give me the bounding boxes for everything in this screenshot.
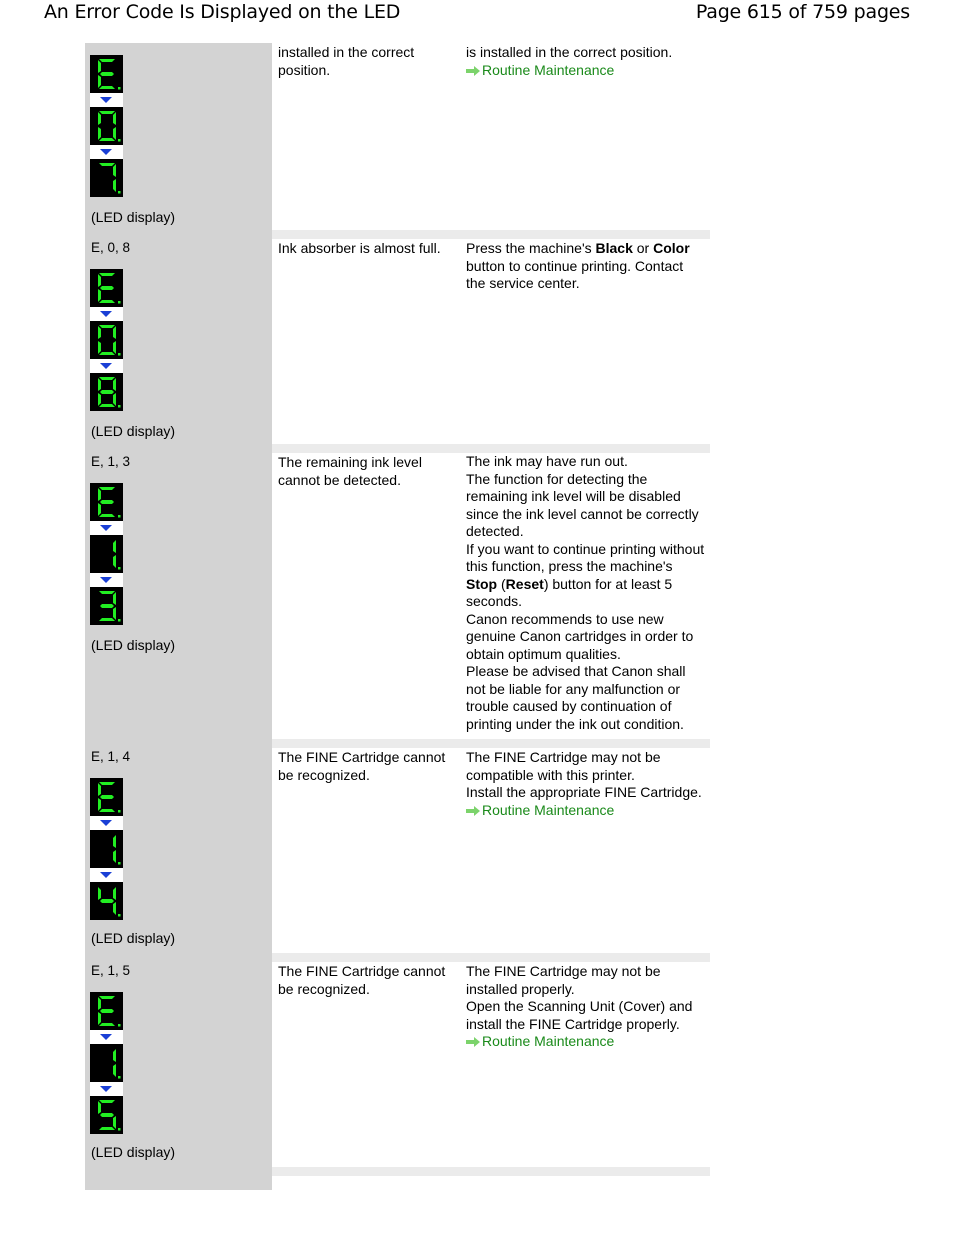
led-digit-3: [90, 587, 123, 625]
row-separator: [85, 953, 710, 962]
error-code: E, 1, 3: [91, 454, 131, 469]
error-code: E, 1, 5: [91, 963, 131, 978]
cause-cell: The FINE Cartridge cannot be recognized.: [278, 963, 446, 997]
error-code: E, 0, 8: [91, 240, 131, 255]
cause-cell: The remaining ink level cannot be detected.: [278, 454, 422, 488]
table-row: [85, 748, 710, 953]
led-display: [90, 269, 123, 411]
code-cell: [85, 239, 272, 444]
cause-cell: The FINE Cartridge cannot be recognized.: [278, 749, 446, 783]
row-separator: [85, 444, 710, 453]
arrow-down-icon: [90, 573, 123, 587]
led-caption: (LED display): [91, 423, 176, 439]
action-cell: [466, 44, 706, 79]
led-display: [90, 55, 123, 197]
action-text: is installed in the correct position.: [466, 44, 673, 60]
arrow-down-icon: [90, 816, 123, 830]
led-display: [90, 483, 123, 625]
arrow-down-icon: [90, 93, 123, 107]
action-cell: The ink may have run out. The function for detecting the remaining ink level will be disabled since the ink level cannot be correctly detected. If you want to continue printing without this function, press the machine's Stop (Reset) button for at least 5 seconds. Canon recommends to use new genuine Canon cartridges in order to obtain optimum qualities. Please be advised that Canon shall not be liable for any malfunction or trouble caused by continuation of printing under the ink out condition.: [466, 453, 705, 732]
page-header: [0, 0, 954, 30]
arrow-down-icon: [90, 145, 123, 159]
cause-cell: Ink absorber is almost full.: [278, 240, 441, 256]
arrow-down-icon: [90, 359, 123, 373]
routine-maintenance-link[interactable]: Routine Maintenance: [466, 1033, 706, 1051]
arrow-down-icon: [90, 868, 123, 882]
led-digit-0: [90, 107, 123, 145]
action-cell: The FINE Cartridge may not be compatible with this printer. Install the appropriate FINE Cartridge. Routine Maintenance: [466, 749, 706, 819]
arrow-down-icon: [90, 1030, 123, 1044]
led-digit-e: [90, 483, 123, 521]
led-digit-7: [90, 159, 123, 197]
table-row: [85, 239, 710, 444]
led-display: [90, 778, 123, 920]
led-digit-e: [90, 55, 123, 93]
led-caption: (LED display): [91, 1144, 176, 1160]
led-caption: (LED display): [91, 209, 176, 225]
led-display: [90, 992, 123, 1134]
led-digit-1: [90, 1044, 123, 1082]
page-number: Page 615 of 759 pages: [695, 1, 910, 23]
arrow-down-icon: [90, 521, 123, 535]
led-digit-1: [90, 830, 123, 868]
code-cell: [85, 43, 272, 230]
table-row: [85, 43, 710, 230]
led-digit-e: [90, 778, 123, 816]
cause-cell: installed in the correct position.: [278, 44, 415, 78]
row-separator: [85, 230, 710, 239]
routine-maintenance-link[interactable]: Routine Maintenance: [466, 802, 706, 820]
row-separator: [85, 1167, 710, 1176]
table-row: [85, 453, 710, 739]
code-cell: [85, 962, 272, 1167]
arrow-right-icon: [466, 806, 480, 816]
error-code: E, 1, 4: [91, 749, 131, 764]
page-title: An Error Code Is Displayed on the LED: [44, 1, 401, 23]
table-bottom: [85, 1176, 272, 1190]
led-digit-8: [90, 373, 123, 411]
arrow-down-icon: [90, 1082, 123, 1096]
code-cell: [85, 453, 272, 739]
row-separator: [85, 739, 710, 748]
action-cell: Press the machine's Black or Color button to continue printing. Contact the service center.: [466, 240, 690, 291]
led-caption: (LED display): [91, 930, 176, 946]
routine-maintenance-link[interactable]: Routine Maintenance: [466, 62, 706, 80]
led-digit-0: [90, 321, 123, 359]
led-digit-5: [90, 1096, 123, 1134]
action-cell: The FINE Cartridge may not be installed properly. Open the Scanning Unit (Cover) and install the FINE Cartridge properly. Routine Maintenance: [466, 963, 706, 1051]
led-digit-e: [90, 992, 123, 1030]
led-digit-e: [90, 269, 123, 307]
code-cell: [85, 748, 272, 953]
led-digit-1: [90, 535, 123, 573]
arrow-right-icon: [466, 66, 480, 76]
arrow-right-icon: [466, 1037, 480, 1047]
arrow-down-icon: [90, 307, 123, 321]
table-row: [85, 962, 710, 1167]
led-caption: (LED display): [91, 637, 176, 653]
led-digit-4: [90, 882, 123, 920]
